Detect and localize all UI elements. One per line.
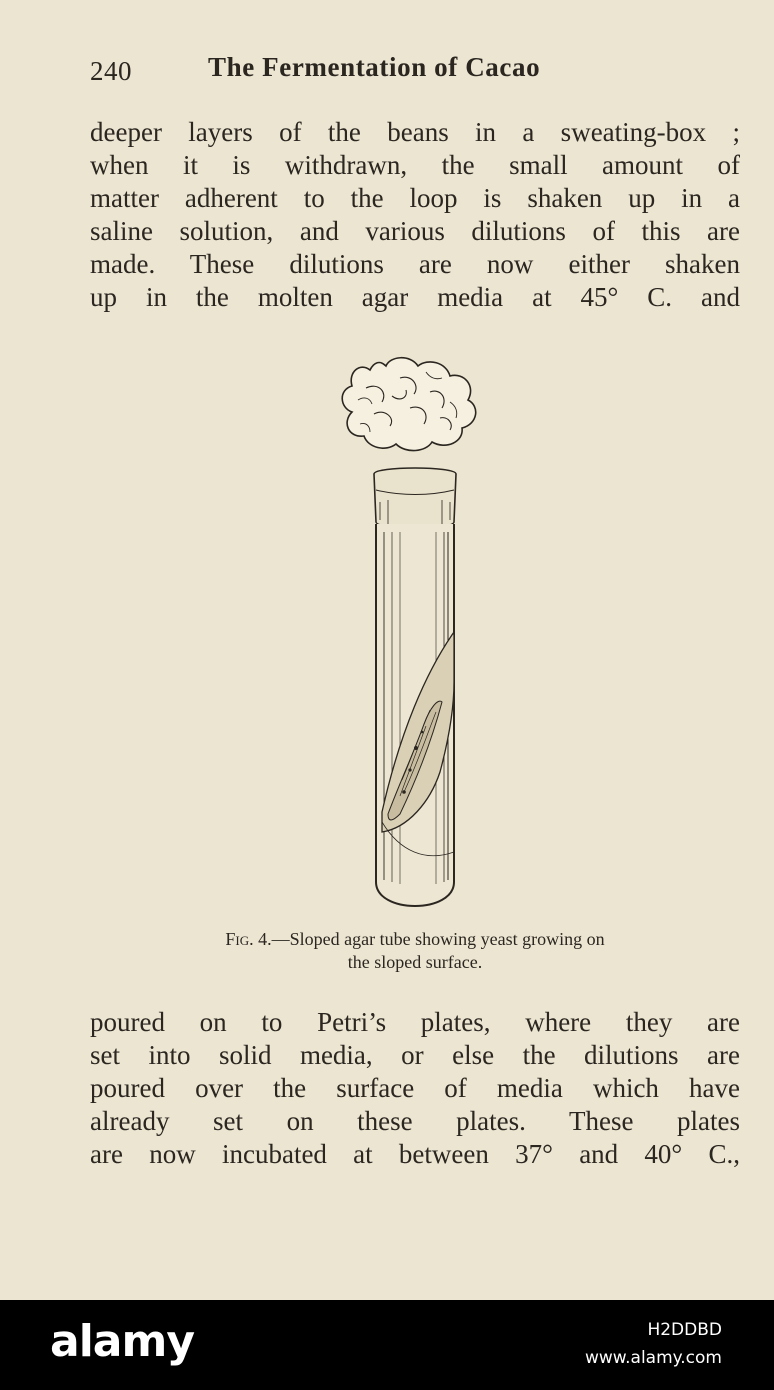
caption-line-1 [90,928,740,951]
site-url[interactable]: www.alamy.com [584,1348,722,1368]
image-id: H2DDBD [647,1320,722,1340]
page-header [90,50,740,90]
text-line: already set on these plates. These plates [90,1106,740,1136]
alamy-logo[interactable]: alamy [50,1316,194,1367]
text-line: when it is withdrawn, the small amount of [90,150,740,180]
text-line: set into solid media, or else the dilutions are [90,1040,740,1070]
top-paragraph [90,116,740,314]
caption-line-2: the sloped surface. [347,952,483,972]
caption-text: —Sloped agar tube showing yeast growing on [271,929,605,949]
figure-label: Fig. 4. [225,929,272,949]
bottom-paragraph [90,1006,740,1171]
text-line: poured on to Petri’s plates, where they are [90,1007,740,1037]
text-line: deeper layers of the beans in a sweating-box ; [90,117,740,147]
tube-neck [374,468,456,528]
figure-caption [90,928,740,974]
text-line: made. These dilutions are now either shaken [90,249,740,279]
text-line: up in the molten agar media at 45° C. and [90,282,740,312]
running-title: The Fermentation of Cacao [208,52,541,82]
text-line: poured over the surface of media which have [90,1073,740,1103]
text-line: are now incubated at between 37° and 40° C., [90,1139,740,1169]
watermark-footer [0,1300,774,1390]
text-line: saline solution, and various dilutions of this are [90,216,740,246]
test-tube-illustration [330,352,500,917]
text-line: matter adherent to the loop is shaken up in a [90,183,740,213]
page-number: 240 [90,56,132,86]
cotton-plug [342,358,475,451]
